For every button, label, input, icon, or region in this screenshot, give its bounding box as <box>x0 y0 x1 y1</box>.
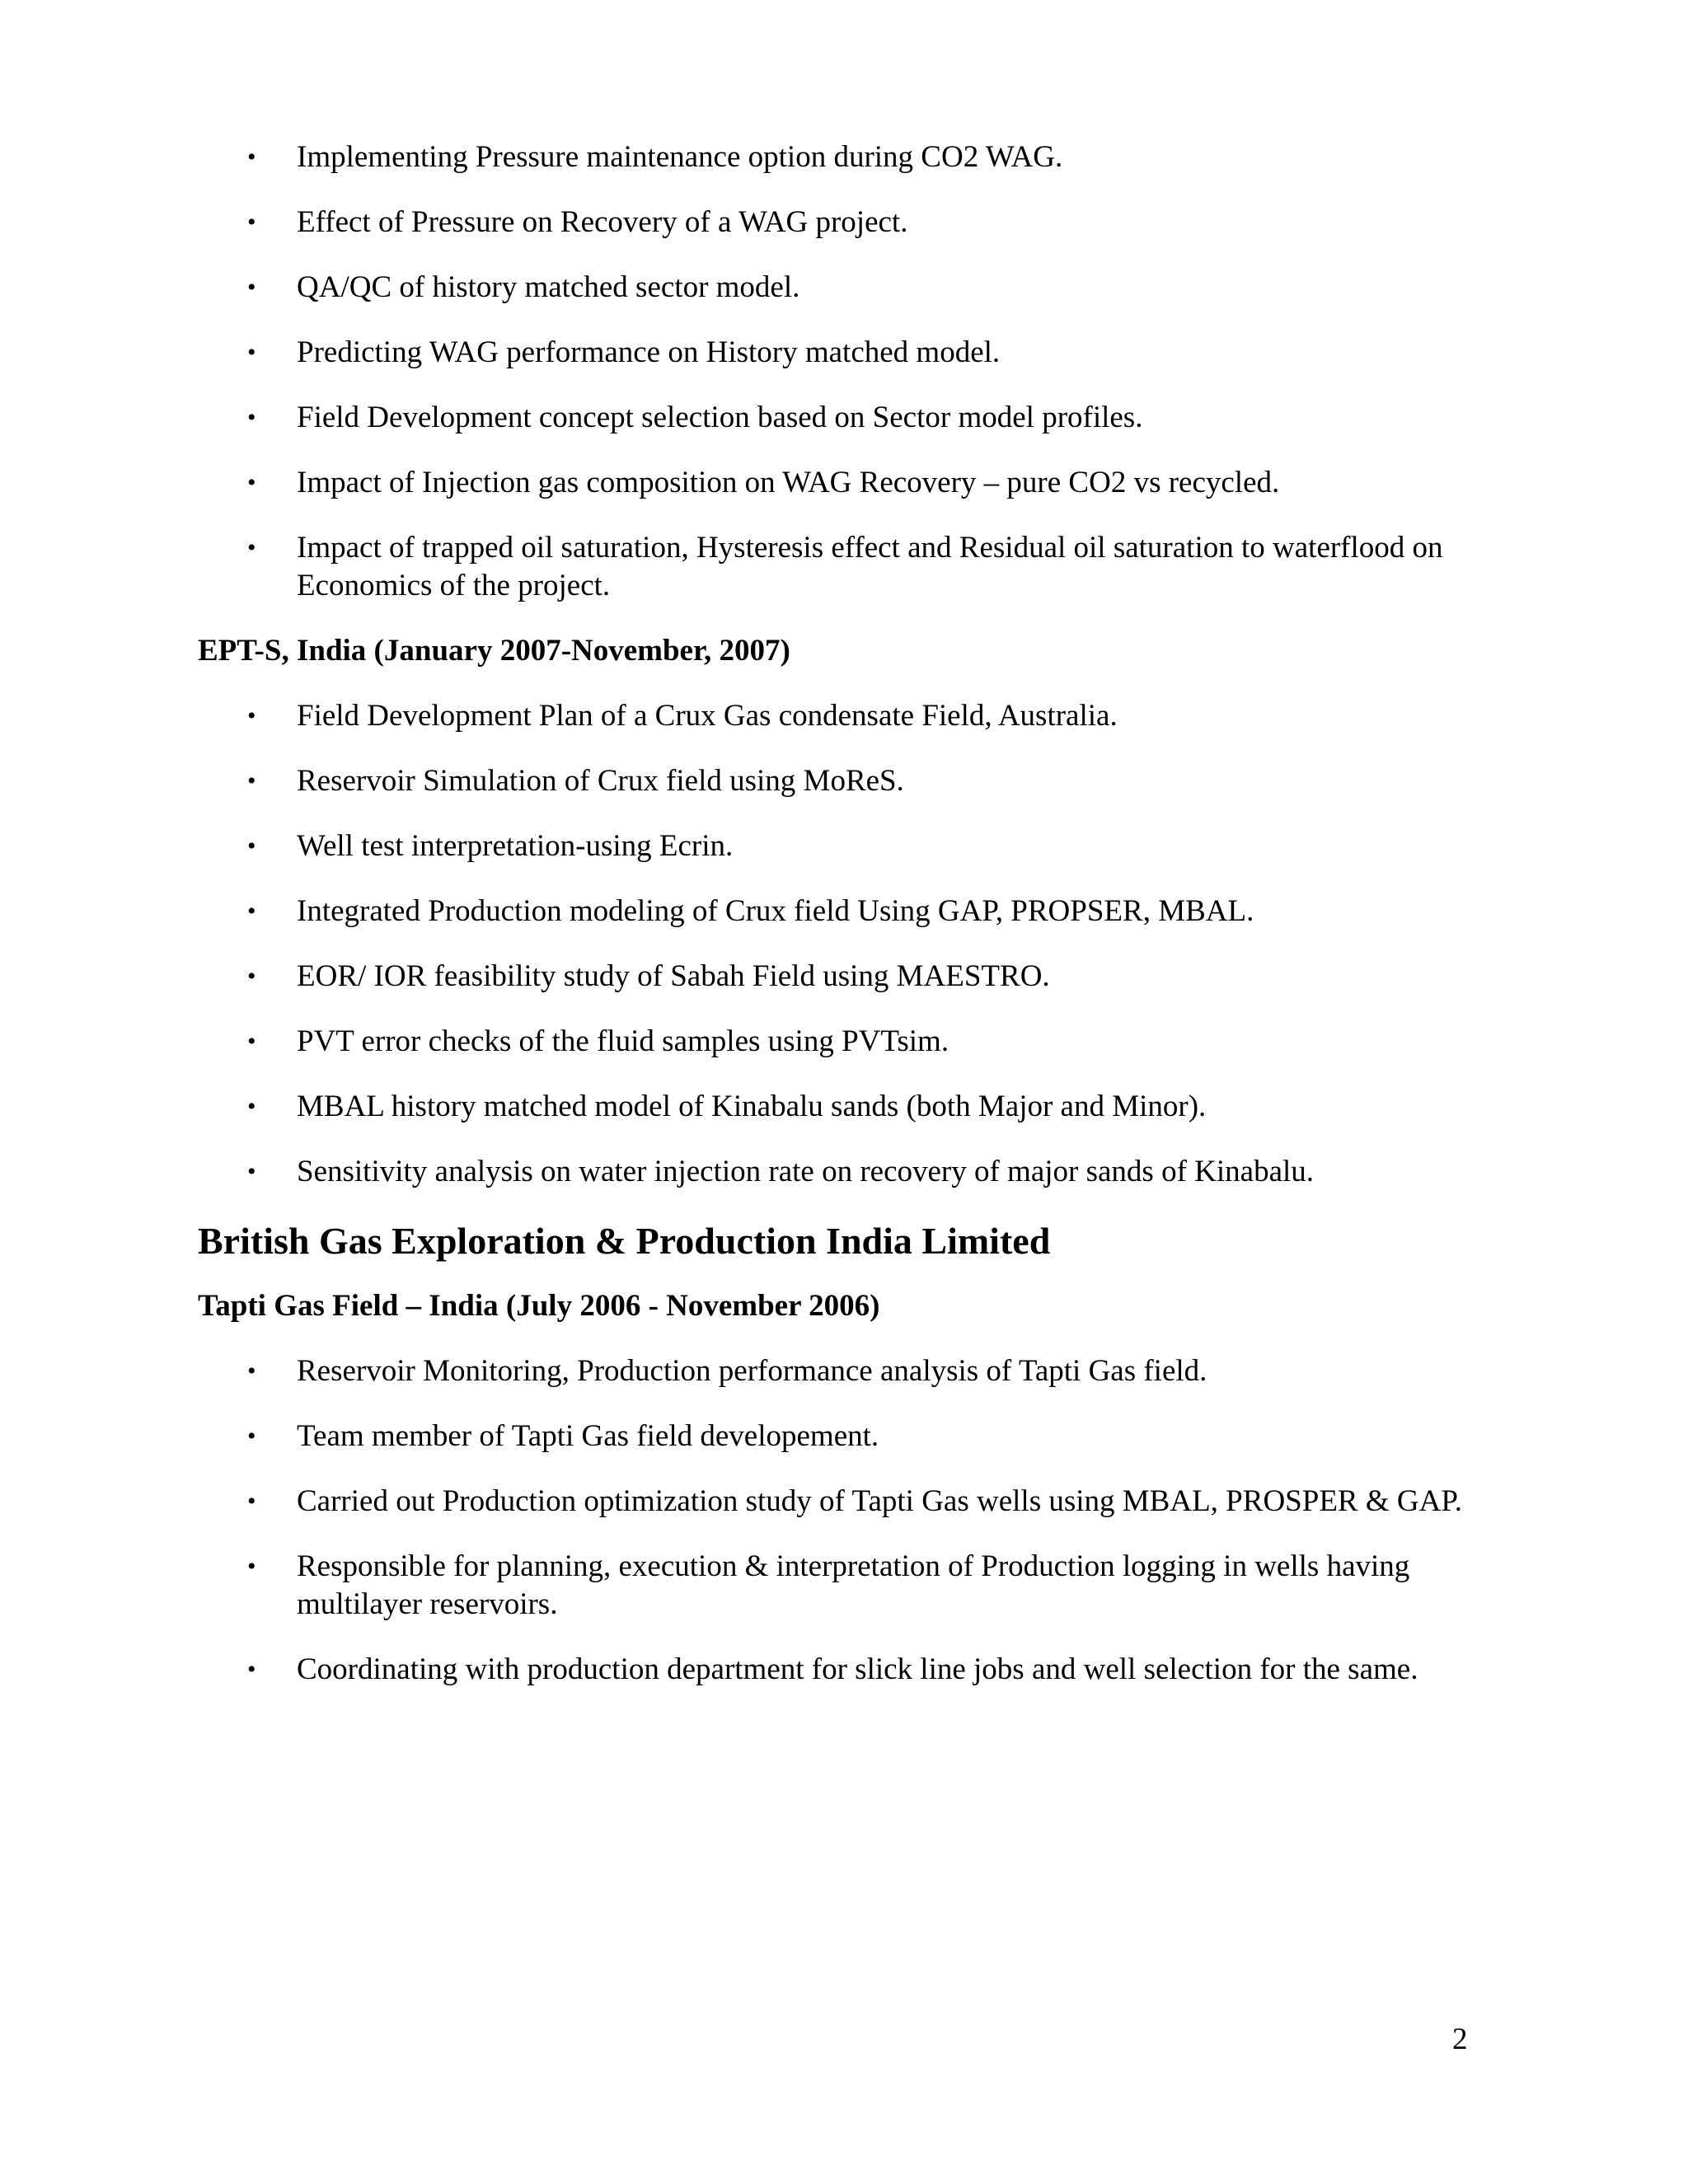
bullet-icon: • <box>247 534 256 561</box>
list-item <box>198 1023 1500 1061</box>
bullet-icon: • <box>247 274 256 301</box>
section-heading-ept-s: EPT-S, India (January 2007-November, 2007) <box>198 634 790 668</box>
section-heading-tapti: Tapti Gas Field – India (July 2006 - November 2006) <box>198 1289 880 1323</box>
list-item-text: MBAL history matched model of Kinabalu sands (both Major and Minor). <box>297 1090 1207 1123</box>
list-item-text: Integrated Production modeling of Crux field Using GAP, PROPSER, MBAL. <box>297 894 1254 928</box>
bullet-icon: • <box>247 209 256 236</box>
list-item-text: Sensitivity analysis on water injection rate on recovery of major sands of Kinabalu. <box>297 1155 1315 1188</box>
list-item-text: Reservoir Simulation of Crux field using MoReS. <box>297 764 904 798</box>
list-item-text: Team member of Tapti Gas field developement. <box>297 1419 879 1453</box>
list-item <box>198 1088 1500 1126</box>
bullet-list-ept-s-tasks <box>198 697 1500 1191</box>
bullet-icon: • <box>247 767 256 794</box>
list-item <box>198 529 1500 605</box>
bullet-icon: • <box>247 1488 256 1515</box>
list-item <box>198 827 1500 865</box>
list-item-text: QA/QC of history matched sector model. <box>297 270 800 304</box>
list-item <box>198 697 1500 735</box>
list-item <box>198 958 1500 996</box>
bullet-icon: • <box>247 339 256 366</box>
bullet-icon: • <box>247 1093 256 1120</box>
list-item <box>198 1651 1500 1689</box>
list-item-text: Effect of Pressure on Recovery of a WAG project. <box>297 205 908 239</box>
bullet-icon: • <box>247 1553 256 1580</box>
list-item <box>198 762 1500 800</box>
list-item-text: Coordinating with production department for slick line jobs and well selection for the same. <box>297 1652 1418 1686</box>
list-item <box>198 269 1500 307</box>
list-item-text: PVT error checks of the fluid samples using PVTsim. <box>297 1024 950 1058</box>
list-item-text: Impact of trapped oil saturation, Hysteresis effect and Residual oil saturation to waterflood on Economics of the project. <box>297 531 1443 602</box>
bullet-icon: • <box>247 1656 256 1683</box>
page-number: 2 <box>1452 2022 1468 2056</box>
bullet-icon: • <box>247 404 256 431</box>
bullet-icon: • <box>247 1357 256 1385</box>
bullet-icon: • <box>247 702 256 729</box>
list-item-text: Predicting WAG performance on History matched model. <box>297 335 1001 369</box>
list-item <box>198 1352 1500 1390</box>
list-item <box>198 1418 1500 1455</box>
list-item <box>198 1153 1500 1191</box>
bullet-list-tapti-tasks <box>198 1352 1500 1689</box>
bullet-icon: • <box>247 469 256 496</box>
list-item-text: Field Development concept selection based on Sector model profiles. <box>297 401 1143 434</box>
list-item-text: Implementing Pressure maintenance option during CO2 WAG. <box>297 140 1063 174</box>
bullet-icon: • <box>247 1422 256 1450</box>
list-item <box>198 1548 1500 1624</box>
list-item <box>198 893 1500 930</box>
list-item-text: Field Development Plan of a Crux Gas condensate Field, Australia. <box>297 699 1118 733</box>
list-item-text: Responsible for planning, execution & interpretation of Production logging in wells having multilayer reservoirs. <box>297 1549 1410 1621</box>
bullet-icon: • <box>247 1028 256 1055</box>
company-heading: British Gas Exploration & Production India Limited <box>198 1220 1051 1262</box>
list-item-text: Carried out Production optimization study of Tapti Gas wells using MBAL, PROSPER & GAP. <box>297 1484 1463 1518</box>
bullet-icon: • <box>247 143 256 171</box>
bullet-list-wag-tasks <box>198 138 1500 605</box>
list-item <box>198 1483 1500 1521</box>
bullet-icon: • <box>247 963 256 990</box>
list-item <box>198 138 1500 176</box>
bullet-icon: • <box>247 1158 256 1185</box>
page-content <box>198 138 1500 1716</box>
list-item-text: Reservoir Monitoring, Production performance analysis of Tapti Gas field. <box>297 1354 1207 1388</box>
list-item-text: Impact of Injection gas composition on WAG Recovery – pure CO2 vs recycled. <box>297 466 1280 499</box>
list-item <box>198 399 1500 437</box>
list-item <box>198 464 1500 502</box>
list-item-text: Well test interpretation-using Ecrin. <box>297 829 734 863</box>
bullet-icon: • <box>247 898 256 925</box>
list-item <box>198 334 1500 372</box>
bullet-icon: • <box>247 832 256 860</box>
list-item-text: EOR/ IOR feasibility study of Sabah Field using MAESTRO. <box>297 959 1050 993</box>
list-item <box>198 204 1500 241</box>
